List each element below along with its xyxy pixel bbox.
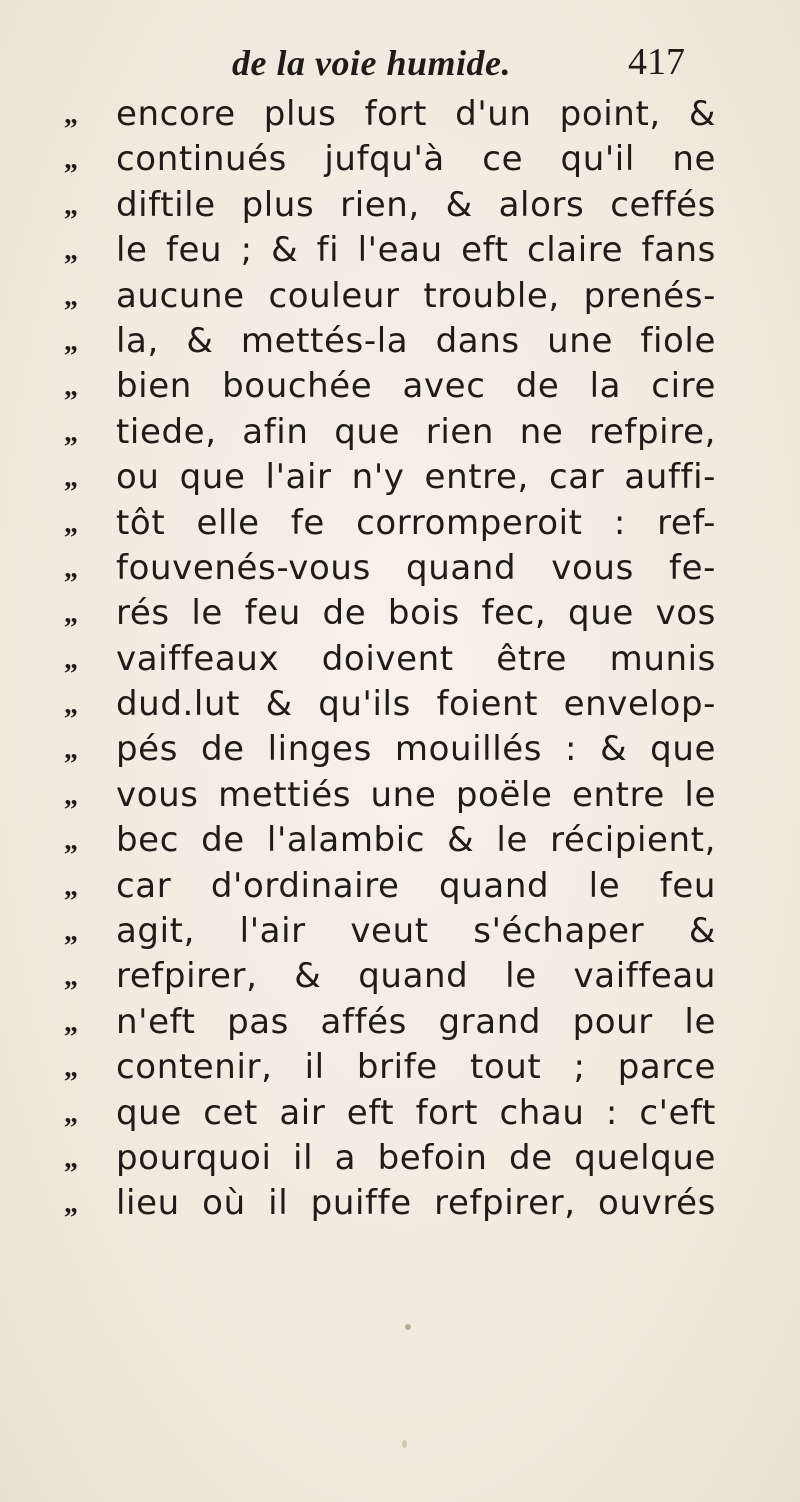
- text-line: agit, l'air veut s'échaper &: [116, 911, 716, 952]
- text-line: tôt elle fe corromperoit : ref-: [116, 502, 716, 543]
- text-line: bien bouchée avec de la cire: [116, 366, 716, 407]
- quote-mark: „: [64, 462, 76, 494]
- quote-mark: „: [64, 371, 76, 403]
- text-line: dud.lut & qu'ils foient envelop-: [116, 684, 716, 725]
- text-line: ou que l'air n'y entre, car auffi-: [116, 457, 716, 498]
- text-line: car d'ordinaire quand le feu: [116, 865, 716, 906]
- text-line: diftile plus rien, & alors ceffés: [116, 184, 716, 225]
- quote-mark: „: [64, 734, 76, 766]
- quote-mark: „: [64, 1097, 76, 1129]
- quote-mark: „: [64, 325, 76, 357]
- text-line: rés le feu de bois fec, que vos: [116, 593, 716, 634]
- text-line: pourquoi il a befoin de quelque: [116, 1137, 716, 1178]
- text-line: tiede, afin que rien ne refpire,: [116, 411, 716, 452]
- quote-mark: „: [64, 235, 76, 267]
- quote-mark: „: [64, 825, 76, 857]
- quote-mark: „: [64, 1052, 76, 1084]
- text-line: fouvenés-vous quand vous fe-: [116, 547, 716, 588]
- quotation-marks-column: [64, 92, 104, 1227]
- text-line: pés de linges mouillés : & que: [116, 729, 716, 770]
- quote-mark: „: [64, 689, 76, 721]
- text-line: le feu ; & fi l'eau eft claire fans: [116, 230, 716, 271]
- text-line: refpirer, & quand le vaiffeau: [116, 956, 716, 997]
- paper-speck: [402, 1440, 407, 1448]
- quote-mark: „: [64, 598, 76, 630]
- running-title: de la voie humide.: [232, 43, 511, 83]
- quote-mark: „: [64, 779, 76, 811]
- quote-mark: „: [64, 552, 76, 584]
- text-line: continués jufqu'à ce qu'il ne: [116, 139, 716, 180]
- body-text: [116, 92, 716, 1227]
- quote-mark: „: [64, 1006, 76, 1038]
- quote-mark: „: [64, 1142, 76, 1174]
- quote-mark: „: [64, 280, 76, 312]
- quote-mark: „: [64, 916, 76, 948]
- ink-dot: [405, 1324, 411, 1330]
- quote-mark: „: [64, 416, 76, 448]
- quote-mark: „: [64, 961, 76, 993]
- text-line: aucune couleur trouble, prenés-: [116, 275, 716, 316]
- text-line: contenir, il brife tout ; parce: [116, 1047, 716, 1088]
- text-line: que cet air eft fort chau : c'eft: [116, 1092, 716, 1133]
- quote-mark: „: [64, 643, 76, 675]
- text-line: la, & mettés-la dans une fiole: [116, 320, 716, 361]
- text-line: encore plus fort d'un point, &: [116, 94, 716, 134]
- quote-mark: „: [64, 1188, 76, 1220]
- text-line: n'eft pas affés grand pour le: [116, 1001, 716, 1042]
- quote-mark: „: [64, 99, 76, 130]
- text-line: vaiffeaux doivent être munis: [116, 638, 716, 679]
- text-line: bec de l'alambic & le récipient,: [116, 820, 716, 861]
- text-line: vous mettiés une poële entre le: [116, 774, 716, 815]
- text-line: lieu où il puiffe refpirer, ouvrés: [116, 1183, 716, 1224]
- page-number: 417: [628, 41, 685, 83]
- quote-mark: „: [64, 507, 76, 539]
- quote-mark: „: [64, 870, 76, 902]
- quote-mark: „: [64, 144, 76, 176]
- quote-mark: „: [64, 189, 76, 221]
